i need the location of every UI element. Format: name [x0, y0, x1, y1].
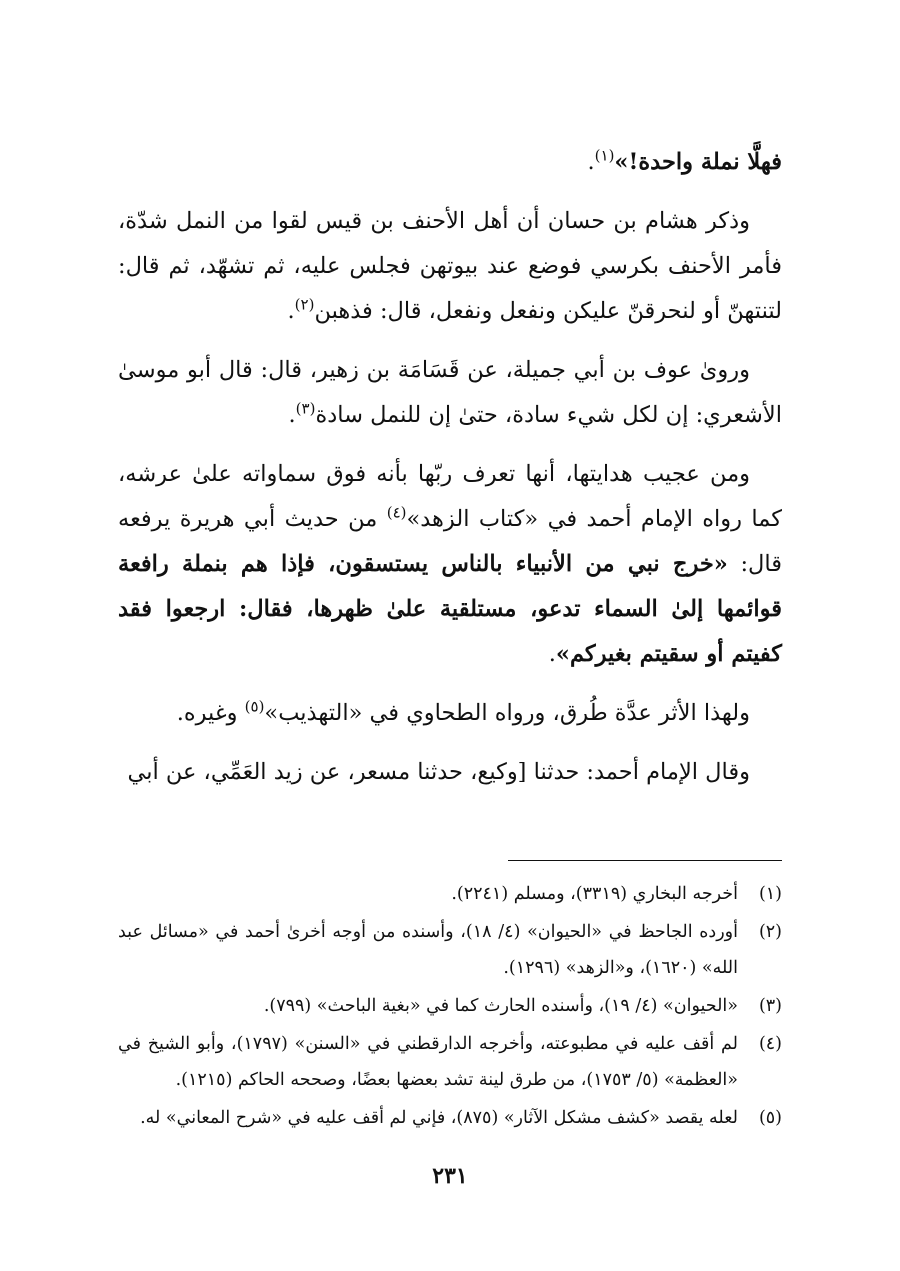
page-number: ٢٣١	[432, 1163, 468, 1189]
paragraph-5	[118, 691, 782, 736]
footnote-text: لم أقف عليه في مطبوعته، وأخرجه الدارقطني في «السنن» (١٧٩٧)، وأبو الشيخ في «العظمة» (٥/ ١٧٥٣)، من طرق لينة تشد بعضها بعضًا، وصححه الحاكم (١٢١٥).	[118, 1034, 738, 1090]
paragraph-text: وروىٰ عوف بن أبي جميلة، عن قَسَامَة بن زهير، قال: قال أبو موسىٰ الأشعري: إن لكل شيء سادة، حتىٰ إن للنمل سادة	[118, 357, 782, 428]
footnote-number: (٥)	[758, 1108, 782, 1128]
paragraph-end: .	[587, 149, 595, 175]
paragraph-2	[118, 199, 782, 334]
footnote-ref-1[interactable]: (١)	[594, 146, 615, 165]
paragraph-end: .	[288, 402, 296, 428]
paragraph-3	[118, 348, 782, 438]
footnote-number: (١)	[758, 884, 782, 904]
footnote-4	[118, 1026, 782, 1098]
footnote-separator	[508, 860, 782, 861]
paragraph-end: وغيره.	[176, 700, 245, 726]
footnote-number: (٣)	[758, 996, 782, 1016]
footnote-number: (٤)	[758, 1034, 782, 1054]
paragraph-end: .	[548, 641, 556, 667]
paragraph-text: وقال الإمام أحمد: حدثنا [وكيع، حدثنا مسعر، عن زيد العَمِّي، عن أبي	[127, 759, 750, 785]
footnote-text: لعله يقصد «كشف مشكل الآثار» (٨٧٥)، فإني لم أقف عليه في «شرح المعاني» له.	[140, 1108, 738, 1128]
paragraph-text: من حديث أبي هريرة يرفعه قال:	[118, 506, 782, 577]
hadith-ending: فهلَّا نملة واحدة!»	[614, 149, 782, 175]
footnote-2	[118, 914, 782, 986]
footnote-3	[118, 988, 782, 1024]
paragraph-4	[118, 452, 782, 677]
footnote-ref-3[interactable]: (٣)	[295, 399, 316, 418]
footnote-ref-4[interactable]: (٤)	[386, 503, 407, 522]
paragraph-text: ولهذا الأثر عدَّة طُرق، ورواه الطحاوي في «التهذيب»	[264, 700, 750, 726]
main-text	[118, 140, 782, 809]
footnote-number: (٢)	[758, 922, 782, 942]
paragraph-text: وذكر هشام بن حسان أن أهل الأحنف بن قيس لقوا من النمل شدّة، فأمر الأحنف بكرسي فوضع عند بيوتهن فجلس عليه، ثم تشهّد، ثم قال: لتنتهنّ أو لنحرقنّ عليكن ونفعل ونفعل، قال: فذهبن	[118, 208, 782, 324]
footnote-ref-2[interactable]: (٢)	[294, 295, 315, 314]
paragraph-1	[118, 140, 782, 185]
paragraph-end: .	[287, 298, 295, 324]
footnotes	[118, 876, 782, 1138]
footnote-text: أخرجه البخاري (٣٣١٩)، ومسلم (٢٢٤١).	[451, 884, 738, 904]
footnote-text: أورده الجاحظ في «الحيوان» (٤/ ١٨)، وأسنده من أوجه أخرىٰ أحمد في «مسائل عبد الله» (١٦٢٠)، و«الزهد» (١٢٩٦).	[118, 922, 738, 978]
paragraph-6	[118, 750, 782, 795]
footnote-1	[118, 876, 782, 912]
footnote-ref-5[interactable]: (٥)	[244, 697, 265, 716]
footnote-text: «الحيوان» (٤/ ١٩)، وأسنده الحارث كما في «بغية الباحث» (٧٩٩).	[263, 996, 738, 1016]
footnote-5	[118, 1100, 782, 1136]
hadith-quote: «خرج نبي من الأنبياء بالناس يستسقون، فإذا هم بنملة رافعة قوائمها إلىٰ السماء تدعو، مستلقية علىٰ ظهرها، فقال: ارجعوا فقد كفيتم أو سقيتم بغيركم»	[118, 551, 782, 667]
paragraph-text: ومن عجيب هدايتها، أنها تعرف ربّها بأنه فوق سماواته علىٰ عرشه، كما رواه الإمام أحمد في «كتاب الزهد»	[118, 461, 782, 532]
